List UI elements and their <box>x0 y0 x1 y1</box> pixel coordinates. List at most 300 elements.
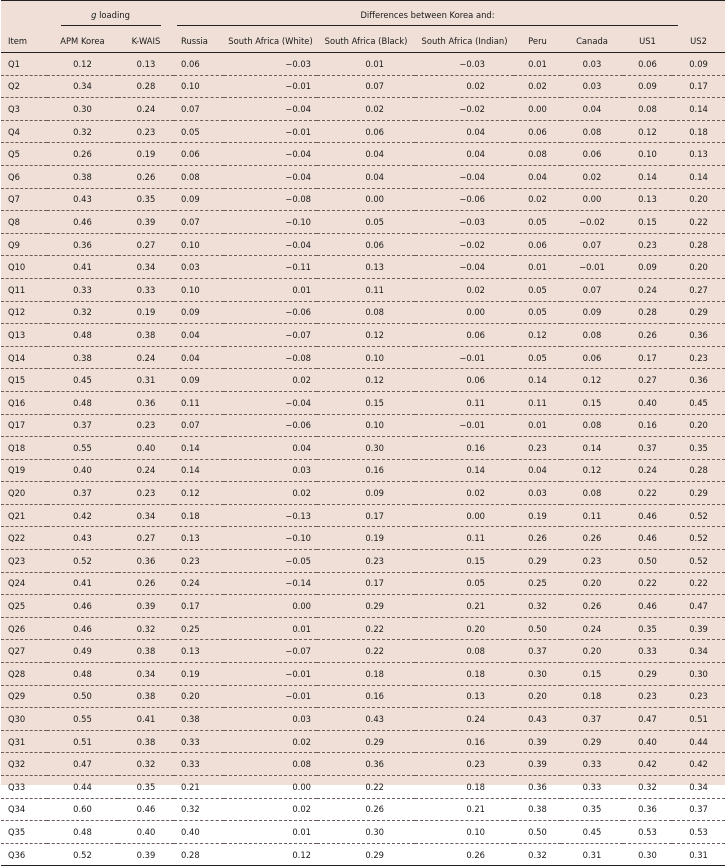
cell-apm-korea: 0.48 <box>47 324 118 347</box>
cell-russia: 0.13 <box>174 527 224 550</box>
cell-sa-black: 0.02 <box>317 98 415 121</box>
cell-k-wais: 0.24 <box>118 346 174 369</box>
cell-sa-black: 0.01 <box>317 53 415 76</box>
cell-peru: 0.02 <box>514 75 561 98</box>
col-header-sa-black: South Africa (Black) <box>317 30 415 53</box>
cell-sa-white: 0.04 <box>224 437 317 460</box>
cell-us2: 0.09 <box>672 53 725 76</box>
cell-peru: 0.01 <box>514 256 561 279</box>
cell-canada: 0.08 <box>561 324 623 347</box>
cell-canada: 0.07 <box>561 233 623 256</box>
cell-us1: 0.09 <box>623 256 672 279</box>
cell-canada: 0.08 <box>561 414 623 437</box>
table-row <box>1 550 725 573</box>
cell-us1: 0.09 <box>623 75 672 98</box>
cell-canada: 0.14 <box>561 437 623 460</box>
cell-sa-black: 0.08 <box>317 301 415 324</box>
cell-k-wais: 0.36 <box>118 550 174 573</box>
cell-peru: 0.50 <box>514 617 561 640</box>
cell-sa-indian: 0.06 <box>415 324 514 347</box>
cell-sa-black: 0.22 <box>317 640 415 663</box>
cell-russia: 0.14 <box>174 437 224 460</box>
cell-sa-indian: 0.10 <box>415 821 514 844</box>
cell-us2: 0.20 <box>672 256 725 279</box>
cell-sa-indian: 0.00 <box>415 301 514 324</box>
cell-us2: 0.42 <box>672 753 725 776</box>
cell-sa-black: 0.43 <box>317 708 415 731</box>
table-row <box>1 753 725 776</box>
cell-canada: 0.06 <box>561 143 623 166</box>
table-row <box>1 776 725 799</box>
cell-us1: 0.08 <box>623 98 672 121</box>
cell-item: Q27 <box>1 640 47 663</box>
cell-us2: 0.22 <box>672 572 725 595</box>
cell-russia: 0.07 <box>174 98 224 121</box>
cell-sa-indian: −0.03 <box>415 211 514 234</box>
cell-sa-black: 0.19 <box>317 527 415 550</box>
cell-sa-indian: 0.11 <box>415 527 514 550</box>
cell-sa-indian: −0.06 <box>415 188 514 211</box>
cell-peru: 0.43 <box>514 708 561 731</box>
cell-peru: 0.05 <box>514 211 561 234</box>
cell-item: Q36 <box>1 843 47 866</box>
cell-sa-indian: −0.02 <box>415 233 514 256</box>
col-header-russia: Russia <box>174 30 224 53</box>
cell-canada: 0.03 <box>561 75 623 98</box>
table-row <box>1 324 725 347</box>
cell-sa-indian: −0.03 <box>415 53 514 76</box>
cell-k-wais: 0.38 <box>118 685 174 708</box>
table-row <box>1 708 725 731</box>
cell-us2: 0.23 <box>672 685 725 708</box>
cell-sa-white: −0.01 <box>224 75 317 98</box>
cell-k-wais: 0.40 <box>118 821 174 844</box>
cell-item: Q5 <box>1 143 47 166</box>
cell-russia: 0.13 <box>174 640 224 663</box>
cell-item: Q24 <box>1 572 47 595</box>
cell-sa-white: −0.10 <box>224 527 317 550</box>
cell-apm-korea: 0.26 <box>47 143 118 166</box>
cell-us1: 0.24 <box>623 459 672 482</box>
cell-us2: 0.28 <box>672 459 725 482</box>
cell-russia: 0.19 <box>174 663 224 686</box>
cell-peru: 0.11 <box>514 391 561 414</box>
header-spacer <box>1 1 47 31</box>
table-row <box>1 143 725 166</box>
cell-item: Q22 <box>1 527 47 550</box>
cell-sa-indian: −0.04 <box>415 256 514 279</box>
cell-canada: 0.04 <box>561 98 623 121</box>
cell-sa-black: 0.06 <box>317 120 415 143</box>
cell-russia: 0.40 <box>174 821 224 844</box>
cell-sa-white: 0.02 <box>224 798 317 821</box>
cell-k-wais: 0.39 <box>118 211 174 234</box>
cell-peru: 0.19 <box>514 504 561 527</box>
cell-sa-indian: 0.21 <box>415 798 514 821</box>
cell-sa-black: 0.06 <box>317 233 415 256</box>
cell-sa-black: 0.16 <box>317 685 415 708</box>
header-group-row <box>1 1 725 31</box>
cell-us1: 0.27 <box>623 369 672 392</box>
cell-canada: 0.15 <box>561 391 623 414</box>
cell-apm-korea: 0.44 <box>47 776 118 799</box>
cell-peru: 0.03 <box>514 482 561 505</box>
cell-sa-white: −0.13 <box>224 504 317 527</box>
cell-peru: 0.14 <box>514 369 561 392</box>
cell-sa-white: 0.12 <box>224 843 317 866</box>
cell-sa-indian: 0.04 <box>415 120 514 143</box>
cell-russia: 0.33 <box>174 730 224 753</box>
cell-item: Q14 <box>1 346 47 369</box>
cell-apm-korea: 0.30 <box>47 98 118 121</box>
cell-us1: 0.06 <box>623 53 672 76</box>
cell-apm-korea: 0.32 <box>47 120 118 143</box>
cell-peru: 0.30 <box>514 663 561 686</box>
cell-k-wais: 0.27 <box>118 527 174 550</box>
cell-apm-korea: 0.52 <box>47 550 118 573</box>
cell-canada: 0.11 <box>561 504 623 527</box>
cell-russia: 0.21 <box>174 776 224 799</box>
cell-us2: 0.44 <box>672 730 725 753</box>
cell-us2: 0.30 <box>672 663 725 686</box>
cell-item: Q26 <box>1 617 47 640</box>
cell-sa-white: −0.14 <box>224 572 317 595</box>
cell-k-wais: 0.24 <box>118 98 174 121</box>
cell-us2: 0.17 <box>672 75 725 98</box>
cell-k-wais: 0.35 <box>118 776 174 799</box>
cell-apm-korea: 0.32 <box>47 301 118 324</box>
table-row <box>1 685 725 708</box>
table-row <box>1 165 725 188</box>
cell-peru: 0.39 <box>514 753 561 776</box>
cell-apm-korea: 0.38 <box>47 165 118 188</box>
cell-peru: 0.39 <box>514 730 561 753</box>
cell-item: Q34 <box>1 798 47 821</box>
cell-k-wais: 0.46 <box>118 798 174 821</box>
cell-canada: −0.01 <box>561 256 623 279</box>
cell-us1: 0.28 <box>623 301 672 324</box>
cell-canada: 0.35 <box>561 798 623 821</box>
cell-k-wais: 0.27 <box>118 233 174 256</box>
table-row <box>1 391 725 414</box>
cell-peru: 0.05 <box>514 346 561 369</box>
cell-russia: 0.03 <box>174 256 224 279</box>
cell-us2: 0.14 <box>672 165 725 188</box>
cell-us2: 0.47 <box>672 595 725 618</box>
cell-sa-white: 0.00 <box>224 776 317 799</box>
cell-k-wais: 0.38 <box>118 640 174 663</box>
cell-us2: 0.23 <box>672 346 725 369</box>
table-row <box>1 482 725 505</box>
cell-apm-korea: 0.33 <box>47 278 118 301</box>
cell-apm-korea: 0.41 <box>47 572 118 595</box>
cell-us2: 0.36 <box>672 369 725 392</box>
cell-us1: 0.16 <box>623 414 672 437</box>
table-row <box>1 821 725 844</box>
table-row <box>1 120 725 143</box>
cell-sa-black: 0.26 <box>317 798 415 821</box>
table-row <box>1 369 725 392</box>
col-header-item: Item <box>1 30 47 53</box>
cell-us2: 0.34 <box>672 776 725 799</box>
cell-russia: 0.06 <box>174 143 224 166</box>
cell-peru: 0.06 <box>514 120 561 143</box>
cell-k-wais: 0.36 <box>118 391 174 414</box>
cell-russia: 0.04 <box>174 324 224 347</box>
cell-canada: 0.12 <box>561 459 623 482</box>
cell-sa-indian: −0.01 <box>415 414 514 437</box>
cell-sa-black: 0.12 <box>317 369 415 392</box>
cell-sa-black: 0.22 <box>317 617 415 640</box>
cell-canada: 0.20 <box>561 640 623 663</box>
cell-item: Q35 <box>1 821 47 844</box>
cell-us2: 0.52 <box>672 504 725 527</box>
g-loading-group-label <box>61 10 161 26</box>
cell-k-wais: 0.24 <box>118 459 174 482</box>
cell-apm-korea: 0.42 <box>47 504 118 527</box>
cell-item: Q1 <box>1 53 47 76</box>
cell-k-wais: 0.39 <box>118 595 174 618</box>
cell-apm-korea: 0.47 <box>47 753 118 776</box>
table-row <box>1 798 725 821</box>
cell-russia: 0.11 <box>174 391 224 414</box>
cell-k-wais: 0.39 <box>118 843 174 866</box>
cell-canada: 0.26 <box>561 595 623 618</box>
cell-sa-black: 0.17 <box>317 504 415 527</box>
g-loading-group-header <box>47 1 174 31</box>
table-row <box>1 414 725 437</box>
cell-sa-black: 0.13 <box>317 256 415 279</box>
cell-item: Q30 <box>1 708 47 731</box>
cell-item: Q25 <box>1 595 47 618</box>
cell-sa-indian: 0.14 <box>415 459 514 482</box>
cell-item: Q23 <box>1 550 47 573</box>
cell-canada: 0.15 <box>561 663 623 686</box>
table-row <box>1 301 725 324</box>
cell-peru: 0.37 <box>514 640 561 663</box>
cell-sa-white: −0.04 <box>224 391 317 414</box>
cell-us2: 0.35 <box>672 437 725 460</box>
cell-item: Q9 <box>1 233 47 256</box>
table-row <box>1 730 725 753</box>
cell-sa-black: 0.22 <box>317 776 415 799</box>
cell-k-wais: 0.23 <box>118 482 174 505</box>
table-row <box>1 572 725 595</box>
cell-us1: 0.40 <box>623 391 672 414</box>
cell-sa-black: 0.00 <box>317 188 415 211</box>
cell-russia: 0.14 <box>174 459 224 482</box>
cell-item: Q20 <box>1 482 47 505</box>
cell-peru: 0.06 <box>514 233 561 256</box>
cell-us1: 0.33 <box>623 640 672 663</box>
cell-apm-korea: 0.46 <box>47 595 118 618</box>
cell-sa-indian: 0.02 <box>415 482 514 505</box>
cell-item: Q4 <box>1 120 47 143</box>
cell-sa-white: −0.08 <box>224 188 317 211</box>
cell-us1: 0.22 <box>623 572 672 595</box>
cell-item: Q15 <box>1 369 47 392</box>
col-header-canada: Canada <box>561 30 623 53</box>
table-row <box>1 98 725 121</box>
cell-apm-korea: 0.43 <box>47 188 118 211</box>
cell-canada: 0.08 <box>561 482 623 505</box>
cell-item: Q8 <box>1 211 47 234</box>
cell-canada: 0.18 <box>561 685 623 708</box>
cell-sa-black: 0.29 <box>317 595 415 618</box>
cell-sa-black: 0.05 <box>317 211 415 234</box>
cell-russia: 0.12 <box>174 482 224 505</box>
cell-russia: 0.17 <box>174 595 224 618</box>
cell-apm-korea: 0.52 <box>47 843 118 866</box>
cell-us1: 0.30 <box>623 843 672 866</box>
cell-russia: 0.28 <box>174 843 224 866</box>
differences-group-header <box>224 1 725 31</box>
cell-us2: 0.36 <box>672 324 725 347</box>
cell-item: Q17 <box>1 414 47 437</box>
cell-russia: 0.09 <box>174 301 224 324</box>
cell-us1: 0.26 <box>623 324 672 347</box>
cell-apm-korea: 0.49 <box>47 640 118 663</box>
cell-russia: 0.09 <box>174 369 224 392</box>
cell-sa-black: 0.29 <box>317 730 415 753</box>
cell-peru: 0.32 <box>514 843 561 866</box>
cell-sa-indian: 0.21 <box>415 595 514 618</box>
cell-us1: 0.42 <box>623 753 672 776</box>
cell-us1: 0.22 <box>623 482 672 505</box>
table-row <box>1 278 725 301</box>
cell-us1: 0.10 <box>623 143 672 166</box>
table-row <box>1 595 725 618</box>
cell-item: Q11 <box>1 278 47 301</box>
cell-sa-indian: 0.04 <box>415 143 514 166</box>
cell-peru: 0.00 <box>514 98 561 121</box>
cell-peru: 0.01 <box>514 53 561 76</box>
cell-sa-black: 0.30 <box>317 437 415 460</box>
g-loading-differences-table <box>1 0 725 866</box>
cell-us2: 0.37 <box>672 798 725 821</box>
cell-sa-black: 0.04 <box>317 165 415 188</box>
cell-sa-white: 0.02 <box>224 730 317 753</box>
cell-us1: 0.40 <box>623 730 672 753</box>
cell-russia: 0.05 <box>174 120 224 143</box>
cell-canada: 0.06 <box>561 346 623 369</box>
cell-us1: 0.23 <box>623 233 672 256</box>
cell-canada: 0.33 <box>561 776 623 799</box>
cell-canada: 0.02 <box>561 165 623 188</box>
cell-sa-black: 0.15 <box>317 391 415 414</box>
cell-apm-korea: 0.43 <box>47 527 118 550</box>
cell-us1: 0.23 <box>623 685 672 708</box>
col-header-peru: Peru <box>514 30 561 53</box>
cell-sa-white: −0.08 <box>224 346 317 369</box>
cell-us2: 0.13 <box>672 143 725 166</box>
cell-us1: 0.46 <box>623 504 672 527</box>
cell-k-wais: 0.34 <box>118 256 174 279</box>
cell-sa-black: 0.12 <box>317 324 415 347</box>
cell-k-wais: 0.23 <box>118 120 174 143</box>
cell-sa-indian: −0.01 <box>415 346 514 369</box>
cell-k-wais: 0.32 <box>118 753 174 776</box>
cell-sa-black: 0.17 <box>317 572 415 595</box>
cell-peru: 0.32 <box>514 595 561 618</box>
cell-russia: 0.07 <box>174 414 224 437</box>
cell-us1: 0.53 <box>623 821 672 844</box>
cell-sa-black: 0.16 <box>317 459 415 482</box>
cell-us1: 0.12 <box>623 120 672 143</box>
cell-canada: 0.08 <box>561 120 623 143</box>
cell-russia: 0.10 <box>174 233 224 256</box>
cell-peru: 0.26 <box>514 527 561 550</box>
cell-us2: 0.22 <box>672 211 725 234</box>
cell-peru: 0.36 <box>514 776 561 799</box>
cell-item: Q7 <box>1 188 47 211</box>
cell-sa-white: −0.07 <box>224 324 317 347</box>
cell-peru: 0.23 <box>514 437 561 460</box>
cell-sa-indian: 0.16 <box>415 437 514 460</box>
table-row <box>1 256 725 279</box>
cell-us2: 0.52 <box>672 550 725 573</box>
table-row <box>1 504 725 527</box>
col-header-apm-korea: APM Korea <box>47 30 118 53</box>
cell-item: Q10 <box>1 256 47 279</box>
table-row <box>1 75 725 98</box>
cell-item: Q28 <box>1 663 47 686</box>
cell-peru: 0.12 <box>514 324 561 347</box>
cell-item: Q33 <box>1 776 47 799</box>
cell-peru: 0.05 <box>514 278 561 301</box>
cell-sa-white: 0.01 <box>224 821 317 844</box>
cell-canada: 0.24 <box>561 617 623 640</box>
table-page <box>1 0 725 860</box>
cell-peru: 0.02 <box>514 188 561 211</box>
cell-us2: 0.14 <box>672 98 725 121</box>
cell-sa-white: 0.02 <box>224 482 317 505</box>
cell-item: Q13 <box>1 324 47 347</box>
header-column-row <box>1 30 725 53</box>
cell-russia: 0.08 <box>174 165 224 188</box>
cell-sa-indian: 0.24 <box>415 708 514 731</box>
cell-sa-indian: 0.00 <box>415 504 514 527</box>
cell-us1: 0.32 <box>623 776 672 799</box>
table-row <box>1 640 725 663</box>
cell-item: Q2 <box>1 75 47 98</box>
cell-sa-white: −0.07 <box>224 640 317 663</box>
table-body <box>1 53 725 866</box>
cell-k-wais: 0.34 <box>118 663 174 686</box>
cell-k-wais: 0.41 <box>118 708 174 731</box>
cell-canada: 0.26 <box>561 527 623 550</box>
cell-sa-white: 0.00 <box>224 595 317 618</box>
cell-russia: 0.25 <box>174 617 224 640</box>
table-row <box>1 233 725 256</box>
cell-sa-indian: −0.04 <box>415 165 514 188</box>
cell-apm-korea: 0.60 <box>47 798 118 821</box>
cell-item: Q29 <box>1 685 47 708</box>
cell-sa-indian: 0.23 <box>415 753 514 776</box>
cell-sa-white: −0.04 <box>224 165 317 188</box>
cell-item: Q16 <box>1 391 47 414</box>
table-row <box>1 843 725 866</box>
cell-apm-korea: 0.46 <box>47 211 118 234</box>
cell-item: Q19 <box>1 459 47 482</box>
cell-k-wais: 0.19 <box>118 143 174 166</box>
cell-canada: 0.37 <box>561 708 623 731</box>
cell-russia: 0.33 <box>174 753 224 776</box>
g-symbol: g <box>91 10 97 20</box>
cell-sa-white: −0.05 <box>224 550 317 573</box>
cell-peru: 0.08 <box>514 143 561 166</box>
cell-us2: 0.20 <box>672 188 725 211</box>
